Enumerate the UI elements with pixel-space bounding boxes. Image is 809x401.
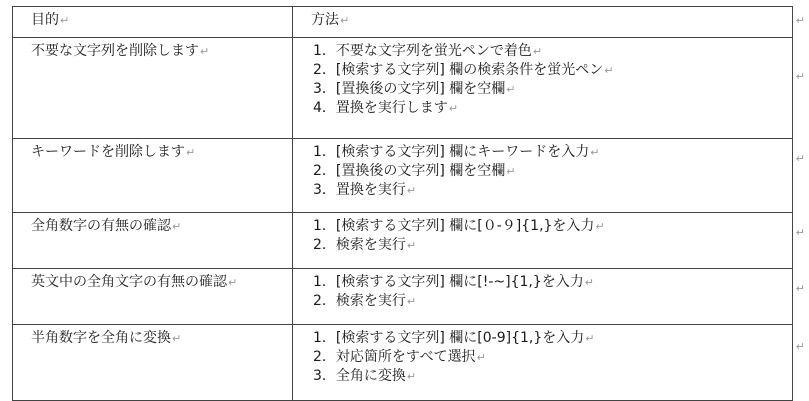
step-text: 2．対応箇所をすべて選択 bbox=[313, 349, 476, 365]
paragraph-mark: ↵ bbox=[172, 332, 182, 345]
header-cell-method[interactable] bbox=[293, 7, 793, 38]
paragraph-mark: ↵ bbox=[228, 276, 238, 289]
header-method: 方法 bbox=[311, 12, 339, 28]
purpose-text: 半角数字を全角に変換 bbox=[31, 330, 171, 346]
step-text: 3．置換を実行 bbox=[313, 182, 406, 198]
row-end-mark: ↵ bbox=[795, 70, 805, 83]
table-header-row bbox=[13, 7, 793, 38]
steps-cell[interactable] bbox=[293, 325, 793, 401]
paragraph-mark: ↵ bbox=[172, 220, 182, 233]
purpose-cell[interactable] bbox=[13, 325, 293, 401]
step-text: 2．[置換後の文字列] 欄を空欄 bbox=[313, 163, 506, 179]
paragraph-mark: ↵ bbox=[584, 276, 594, 289]
purpose-text: キーワードを削除します bbox=[31, 144, 185, 160]
purpose-text: 全角数字の有無の確認 bbox=[31, 218, 171, 234]
step-text: 1．[検索する文字列] 欄に[０-９]{1,}を入力 bbox=[313, 218, 595, 234]
row-end-mark: ↵ bbox=[795, 340, 805, 353]
purpose-cell[interactable] bbox=[13, 269, 293, 325]
paragraph-mark: ↵ bbox=[590, 146, 600, 159]
row-end-mark: ↵ bbox=[795, 282, 805, 295]
table-row bbox=[13, 213, 793, 269]
steps-cell[interactable] bbox=[293, 139, 793, 213]
paragraph-mark: ↵ bbox=[60, 14, 70, 27]
paragraph-mark: ↵ bbox=[406, 295, 417, 308]
step-text: 4．置換を実行します bbox=[313, 100, 448, 116]
paragraph-mark: ↵ bbox=[506, 83, 516, 96]
purpose-cell[interactable] bbox=[13, 38, 293, 139]
paragraph-mark: ↵ bbox=[506, 165, 516, 178]
steps-cell[interactable] bbox=[293, 213, 793, 269]
step-text: 2．[検索する文字列] 欄の検索条件を蛍光ペン bbox=[313, 62, 604, 78]
method-table bbox=[12, 6, 793, 401]
step-text: 2．検索を実行 bbox=[313, 293, 406, 309]
row-end-mark: ↵ bbox=[795, 226, 805, 239]
steps-cell[interactable] bbox=[293, 38, 793, 139]
table-row bbox=[13, 38, 793, 139]
paragraph-mark: ↵ bbox=[200, 45, 210, 58]
steps-cell[interactable] bbox=[293, 269, 793, 325]
paragraph-mark: ↵ bbox=[604, 64, 614, 77]
paragraph-mark: ↵ bbox=[186, 146, 196, 159]
purpose-cell[interactable] bbox=[13, 213, 293, 269]
paragraph-mark: ↵ bbox=[595, 220, 605, 233]
table-row bbox=[13, 139, 793, 213]
row-end-mark: ↵ bbox=[795, 14, 805, 27]
step-text: 3．全角に変換 bbox=[313, 368, 406, 384]
table-row bbox=[13, 269, 793, 325]
purpose-text: 不要な文字列を削除します bbox=[31, 43, 199, 59]
step-text: 1．不要な文字列を蛍光ペンで着色 bbox=[313, 43, 532, 59]
paragraph-mark: ↵ bbox=[406, 370, 417, 383]
step-text: 3．[置換後の文字列] 欄を空欄 bbox=[313, 81, 506, 97]
header-purpose: 目的 bbox=[31, 12, 59, 28]
purpose-text: 英文中の全角文字の有無の確認 bbox=[31, 274, 227, 290]
paragraph-mark: ↵ bbox=[340, 14, 350, 27]
step-text: 1．[検索する文字列] 欄にキーワードを入力 bbox=[313, 144, 590, 160]
paragraph-mark: ↵ bbox=[448, 102, 459, 115]
row-end-mark: ↵ bbox=[795, 152, 805, 165]
table-row bbox=[13, 325, 793, 401]
step-text: 1．[検索する文字列] 欄に[0-9]{1,}を入力 bbox=[313, 330, 585, 346]
paragraph-mark: ↵ bbox=[476, 351, 486, 364]
paragraph-mark: ↵ bbox=[406, 184, 417, 197]
purpose-cell[interactable] bbox=[13, 139, 293, 213]
step-text: 2．検索を実行 bbox=[313, 237, 406, 253]
paragraph-mark: ↵ bbox=[532, 45, 543, 58]
header-cell-purpose[interactable] bbox=[13, 7, 293, 38]
step-text: 1．[検索する文字列] 欄に[!-~]{1,}を入力 bbox=[313, 274, 584, 290]
paragraph-mark: ↵ bbox=[406, 239, 417, 252]
paragraph-mark: ↵ bbox=[585, 332, 595, 345]
